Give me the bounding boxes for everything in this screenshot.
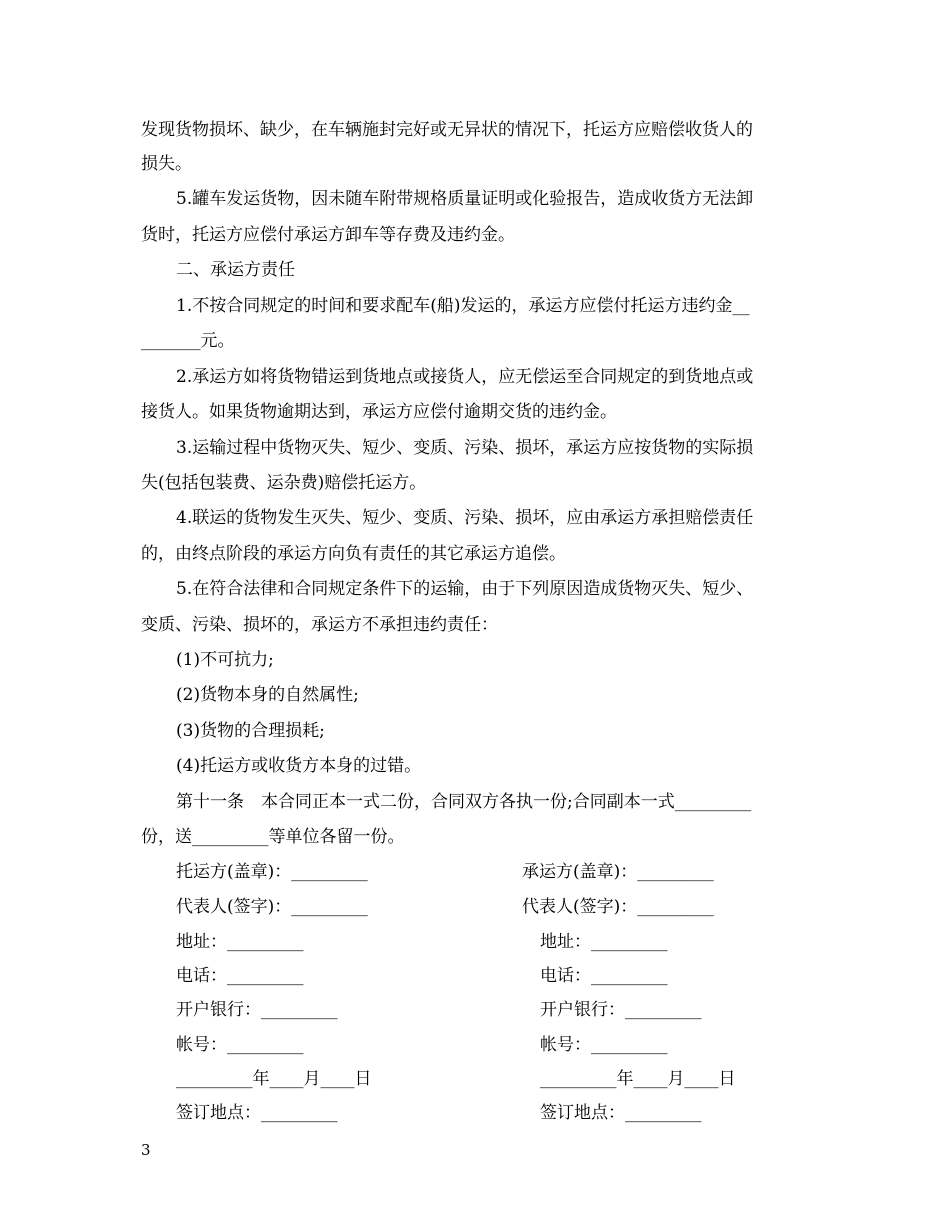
carrier-account-field: 帐号：_________	[540, 1035, 668, 1055]
shipper-place-field: 签订地点：_________	[176, 1103, 338, 1123]
body-line: 第十一条 本合同正本一式二份，合同双方各执一份;合同副本一式_________	[176, 792, 752, 812]
page-number: 3	[141, 1141, 151, 1159]
body-line: 3.运输过程中货物灭失、短少、变质、污染、损坏，承运方应按货物的实际损	[176, 438, 754, 458]
body-line: 发现货物损坏、缺少，在车辆施封完好或无异状的情况下，托运方应赔偿收货人的	[141, 120, 753, 140]
body-line: 变质、污染、损坏的，承运方不承担违约责任：	[141, 615, 498, 635]
body-line: 4.联运的货物发生灭失、短少、变质、污染、损坏，应由承运方承担赔偿责任	[176, 508, 754, 528]
shipper-address-field: 地址：_________	[176, 932, 304, 952]
shipper-seal-field: 托运方(盖章)：_________	[176, 862, 368, 882]
shipper-date-field: _________年____月____日	[176, 1069, 372, 1089]
body-line: 5.罐车发运货物，因未随车附带规格质量证明或化验报告，造成收货方无法卸	[176, 189, 754, 209]
carrier-rep-field: 代表人(签字)：_________	[522, 897, 714, 917]
shipper-phone-field: 电话：_________	[176, 966, 304, 986]
carrier-address-field: 地址：_________	[540, 932, 668, 952]
carrier-bank-field: 开户银行：_________	[540, 1000, 702, 1020]
shipper-rep-field: 代表人(签字)：_________	[176, 897, 368, 917]
list-item: (1)不可抗力;	[176, 650, 274, 670]
carrier-phone-field: 电话：_________	[540, 966, 668, 986]
body-line: 5.在符合法律和合同规定条件下的运输，由于下列原因造成货物灭失、短少、	[176, 579, 754, 599]
list-item: (4)托运方或收货方本身的过错。	[176, 756, 422, 776]
list-item: (3)货物的合理损耗;	[176, 721, 325, 741]
body-line: 2.承运方如将货物错运到货地点或接货人，应无偿运至合同规定的到货地点或	[176, 367, 754, 387]
shipper-bank-field: 开户银行：_________	[176, 1000, 338, 1020]
section-heading: 二、承运方责任	[176, 260, 295, 280]
body-line: 1.不按合同规定的时间和要求配车(船)发运的，承运方应偿付托运方违约金__	[176, 296, 750, 316]
carrier-place-field: 签订地点：_________	[540, 1103, 702, 1123]
body-line: 损失。	[141, 154, 192, 174]
body-line: 失(包括包装费、运杂费)赔偿托运方。	[141, 473, 427, 493]
body-line: 份，送_________等单位各留一份。	[141, 827, 405, 847]
body-line: _______元。	[141, 331, 235, 351]
body-line: 货时，托运方应偿付承运方卸车等存费及违约金。	[141, 225, 515, 245]
body-line: 的，由终点阶段的承运方向负有责任的其它承运方追偿。	[141, 544, 566, 564]
carrier-seal-field: 承运方(盖章)：_________	[522, 862, 714, 882]
carrier-date-field: _________年____月____日	[540, 1069, 736, 1089]
list-item: (2)货物本身的自然属性;	[176, 685, 359, 705]
body-line: 接货人。如果货物逾期达到，承运方应偿付逾期交货的违约金。	[141, 402, 617, 422]
shipper-account-field: 帐号：_________	[176, 1035, 304, 1055]
